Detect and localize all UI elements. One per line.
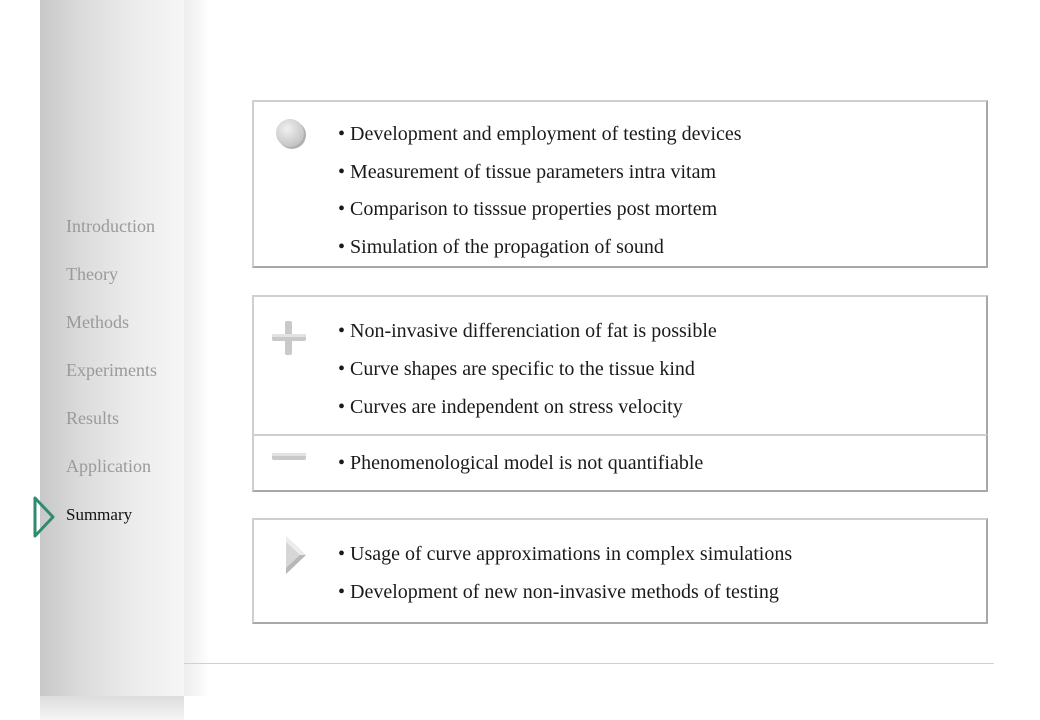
summary-work-panel — [252, 100, 988, 268]
sidebar — [40, 0, 184, 696]
list-item: • Curves are independent on stress velocity — [338, 395, 683, 419]
nav-item-results[interactable]: Results — [66, 408, 120, 428]
footer-divider — [184, 663, 994, 664]
summary-pros-panel — [252, 295, 988, 436]
list-item: • Non-invasive differenciation of fat is possible — [338, 319, 717, 343]
list-item: • Development of new non-invasive methods of testing — [338, 580, 779, 604]
nav-current-marker-icon — [33, 496, 55, 538]
nav-item-theory[interactable]: Theory — [66, 264, 118, 284]
list-item: • Measurement of tissue parameters intra vitam — [338, 160, 716, 184]
plus-icon — [268, 317, 310, 359]
summary-outlook-panel — [252, 518, 988, 624]
nav-item-introduction[interactable]: Introduction — [66, 216, 155, 236]
arrow-right-icon — [282, 534, 310, 576]
list-item: • Curve shapes are specific to the tissue kind — [338, 357, 695, 381]
nav-item-methods[interactable]: Methods — [66, 312, 129, 332]
list-item: • Usage of curve approximations in complex simulations — [338, 542, 792, 566]
minus-icon — [268, 450, 310, 464]
list-item: • Phenomenological model is not quantifiable — [338, 451, 703, 475]
nav-item-summary[interactable]: Summary — [66, 505, 133, 524]
bullet-circle-icon — [274, 117, 308, 151]
summary-cons-panel — [252, 434, 988, 492]
list-item: • Simulation of the propagation of sound — [338, 235, 664, 259]
nav-item-experiments[interactable]: Experiments — [66, 360, 157, 380]
sidebar-shadow — [184, 0, 210, 696]
nav-item-application[interactable]: Application — [66, 456, 151, 476]
sidebar-footer — [40, 696, 184, 720]
list-item: • Development and employment of testing devices — [338, 122, 742, 146]
list-item: • Comparison to tisssue properties post mortem — [338, 197, 717, 221]
